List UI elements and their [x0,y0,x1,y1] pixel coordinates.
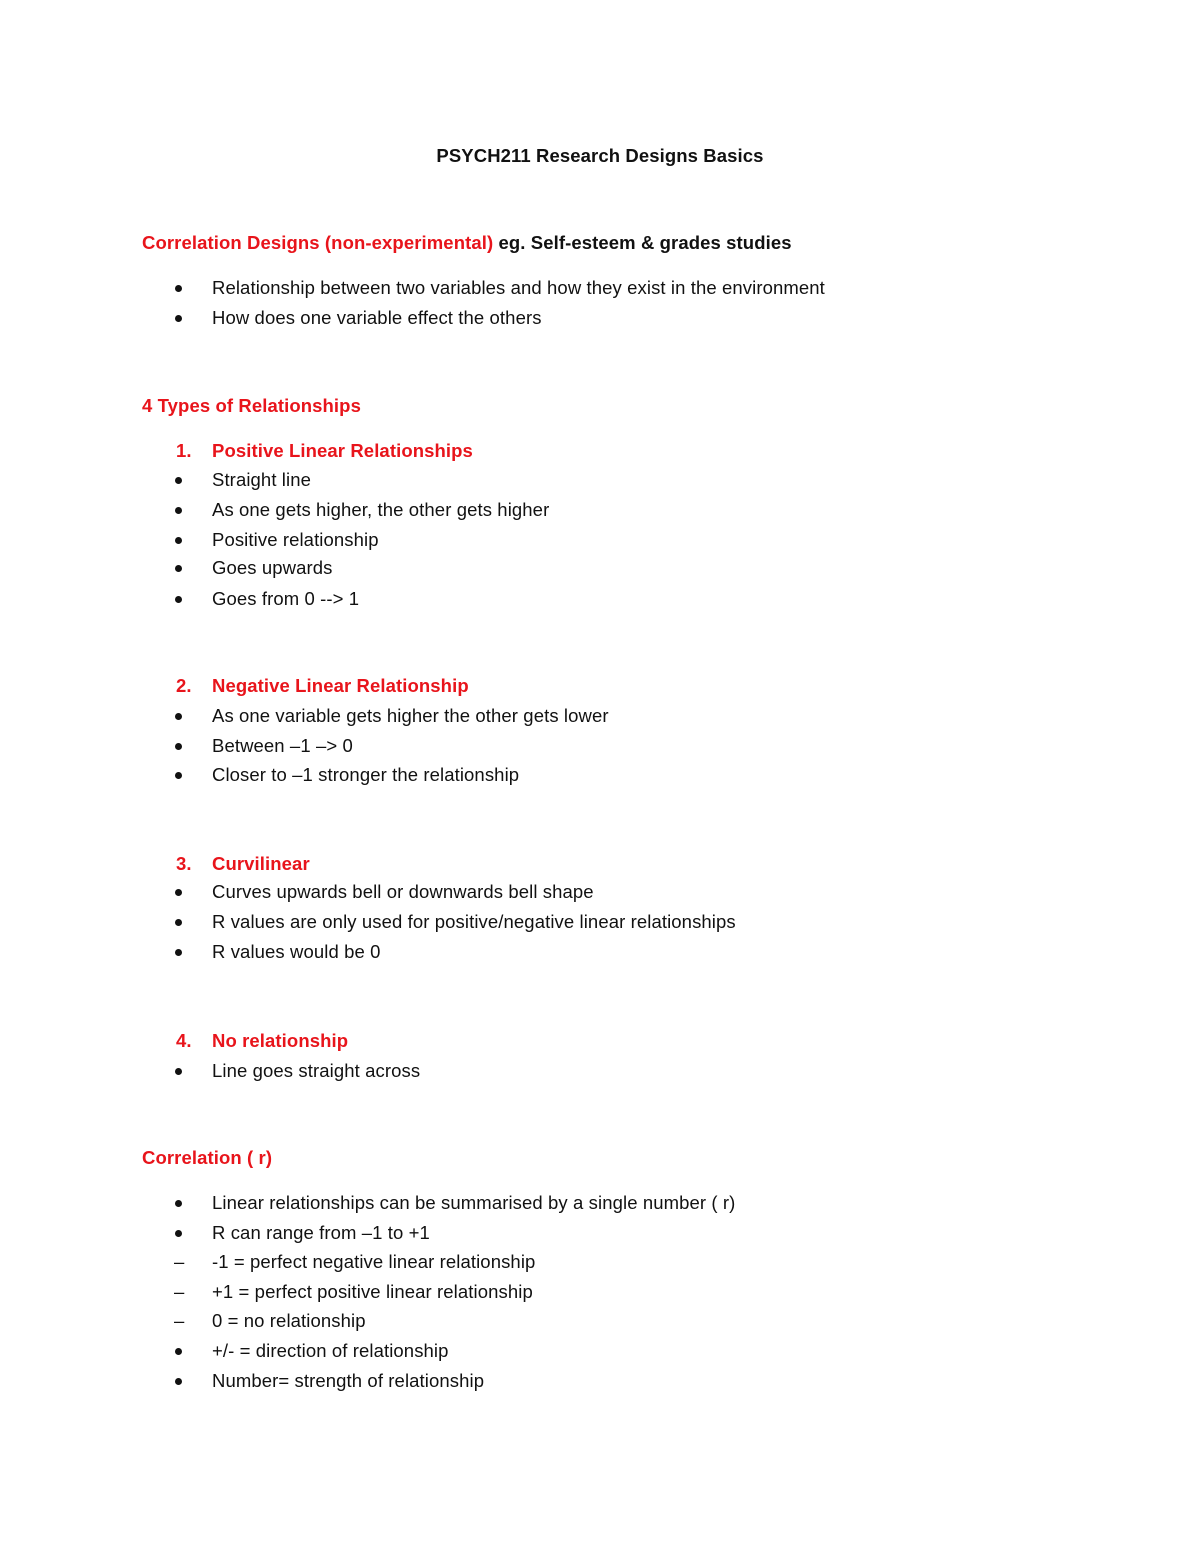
list-item-text: R can range from –1 to +1 [212,1222,430,1243]
list-item-text: Between –1 –> 0 [212,735,353,756]
list-number: 4. [176,1030,192,1051]
type-label: Curvilinear [212,853,310,874]
page-title: PSYCH211 Research Designs Basics [436,145,764,166]
dash-marker: – [174,1310,185,1331]
list-item-text: Positive relationship [212,529,379,550]
type-label: Positive Linear Relationships [212,440,473,461]
list-number: 2. [176,675,192,696]
list-item-text: 0 = no relationship [212,1310,366,1331]
list-item-text: +/- = direction of relationship [212,1340,449,1361]
list-item-text: How does one variable effect the others [212,307,542,328]
type-label: Negative Linear Relationship [212,675,469,696]
list-item-text: Curves upwards bell or downwards bell shape [212,881,594,902]
list-item-text: As one gets higher, the other gets higher [212,499,550,520]
list-item-text: -1 = perfect negative linear relationship [212,1251,536,1272]
list-item-text: Number= strength of relationship [212,1370,485,1391]
list-item-text: Closer to –1 stronger the relationship [212,764,520,785]
list-item-text: R values are only used for positive/negative linear relationships [212,911,736,932]
section-heading-red-part: Correlation Designs (non-experimental) [142,232,494,253]
list-item-text: As one variable gets higher the other gets lower [212,705,609,726]
list-item-text: Linear relationships can be summarised by a single number ( r) [212,1192,736,1213]
section-heading-example: eg. Self-esteem & grades studies [493,232,792,253]
dash-marker: – [174,1281,185,1302]
section-heading-correlation-r: Correlation ( r) [142,1147,273,1168]
list-item-text: +1 = perfect positive linear relationship [212,1281,533,1302]
section-heading-types-of-relationships: 4 Types of Relationships [142,395,361,416]
list-item-text: Line goes straight across [212,1060,421,1081]
dash-marker: – [174,1251,185,1272]
list-item-text: Relationship between two variables and how they exist in the environment [212,277,825,298]
list-number: 1. [176,440,192,461]
list-item-text: R values would be 0 [212,941,381,962]
list-item-text: Goes upwards [212,557,333,578]
list-item-text: Goes from 0 --> 1 [212,588,360,609]
section-heading-correlation-designs [142,231,792,255]
list-number: 3. [176,853,192,874]
list-item-text: Straight line [212,469,311,490]
type-label: No relationship [212,1030,349,1051]
